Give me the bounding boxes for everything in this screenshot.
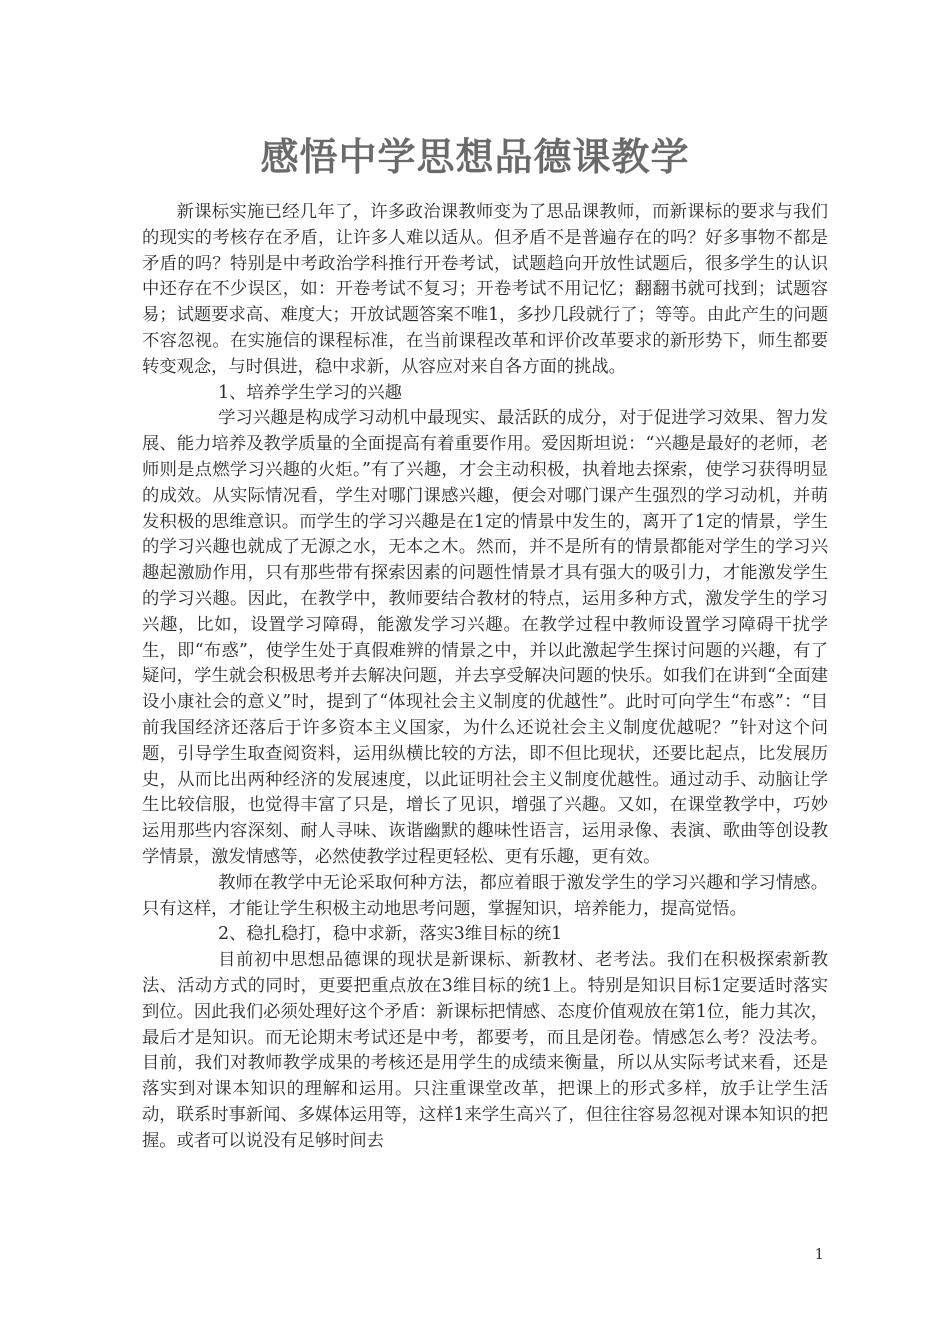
body-paragraph: 教师在教学中无论采取何种方法，都应着眼于激发学生的学习兴趣和学习情感。只有这样，才能让学生积极主动地思考问题，掌握知识，培养能力，提高觉悟。 xyxy=(142,872,828,919)
section-heading-1: 1、培养学生学习的兴趣 xyxy=(218,382,402,403)
body-paragraph: 学习兴趣是构成学习动机中最现实、最活跃的成分，对于促进学习效果、智力发展、能力培养及教学质量的全面提高有着重要作用。爱因斯坦说：“兴趣是最好的老师，老师则是点燃学习兴趣的火炬。”有了兴趣，才会主动积极，执着地去探索，使学习获得明显的成效。从实际情况看，学生对哪门课感兴趣，便会对哪门课产生强烈的学习动机，并萌发积极的思维意识。而学生的学习兴趣是在1定的情景中发生的，离开了1定的情景，学生的学习兴趣也就成了无源之水，无本之木。然而，并不是所有的情景都能对学生的学习兴趣起激励作用，只有那些带有探索因素的问题性情景才具有强大的吸引力，才能激发学生的学习兴趣。因此，在教学中，教师要结合教材的特点，运用多种方式，激发学生的学习兴趣，比如，设置学习障碍，能激发学习兴趣。在教学过程中教师设置学习障碍干扰学生，即“布惑”，使学生处于真假难辨的情景之中，并以此激起学生探讨问题的兴趣，有了疑问，学生就会积极思考并去解决问题，并去享受解决问题的快乐。如我们在讲到“全面建设小康社会的意义”时，提到了“体现社会主义制度的优越性”。此时可向学生“布惑”：“目前我国经济还落后于许多资本主义国家，为什么还说社会主义制度优越呢？”针对这个问题，引导学生取查阅资料，运用纵横比较的方法，即不但比现状，还要比起点，比发展历史，从而比出两种经济的发展速度，以此证明社会主义制度优越性。通过动手、动脑让学生比较信服，也觉得丰富了只是，增长了见识，增强了兴趣。又如，在课堂教学中，巧妙运用那些内容深刻、耐人寻味、诙谐幽默的趣味性语言，运用录像、表演、歌曲等创设教学情景，激发情感等，必然使教学过程更轻松、更有乐趣，更有效。 xyxy=(142,408,828,867)
section-heading-2: 2、稳扎稳打，稳中求新，落实3维目标的统1 xyxy=(218,924,563,945)
document-title: 感悟中学思想品德课教学 xyxy=(260,134,690,179)
document-body xyxy=(142,200,828,1154)
body-paragraph: 目前初中思想品德课的现状是新课标、新教材、老考法。我们在积极探索新教法、活动方式的同时，更要把重点放在3维目标的统1上。特别是知识目标1定要适时落实到位。因此我们必须处理好这个矛盾：新课标把情感、态度价值观放在第1位，能力其次，最后才是知识。而无论期末考试还是中考，都要考，而且是闭卷。情感怎么考？没法考。目前，我们对教师教学成果的考核还是用学生的成绩来衡量，所以从实际考试来看，还是落实到对课本知识的理解和运用。只注重课堂改革，把课上的形式多样，放手让学生活动，联系时事新闻、多媒体运用等，这样1来学生高兴了，但往往容易忽视对课本知识的把握。或者可以说没有足够时间去 xyxy=(142,950,828,1151)
intro-paragraph: 新课标实施已经几年了，许多政治课教师变为了思品课教师，而新课标的要求与我们的现实的考核存在矛盾，让许多人难以适从。但矛盾不是普遍存在的吗？好多事物不都是矛盾的吗？特别是中考政治学科推行开卷考试，试题趋向开放性试题后，很多学生的认识中还存在不少误区，如：开卷考试不复习；开卷考试不用记忆；翻翻书就可找到；试题容易；试题要求高、难度大；开放试题答案不唯1，多抄几段就行了；等等。由此产生的问题不容忽视。在实施信的课程标准，在当前课程改革和评价改革要求的新形势下，师生都要转变观念，与时俱进，稳中求新，从容应对来自各方面的挑战。 xyxy=(142,202,828,377)
page-number: 1 xyxy=(814,1245,824,1263)
